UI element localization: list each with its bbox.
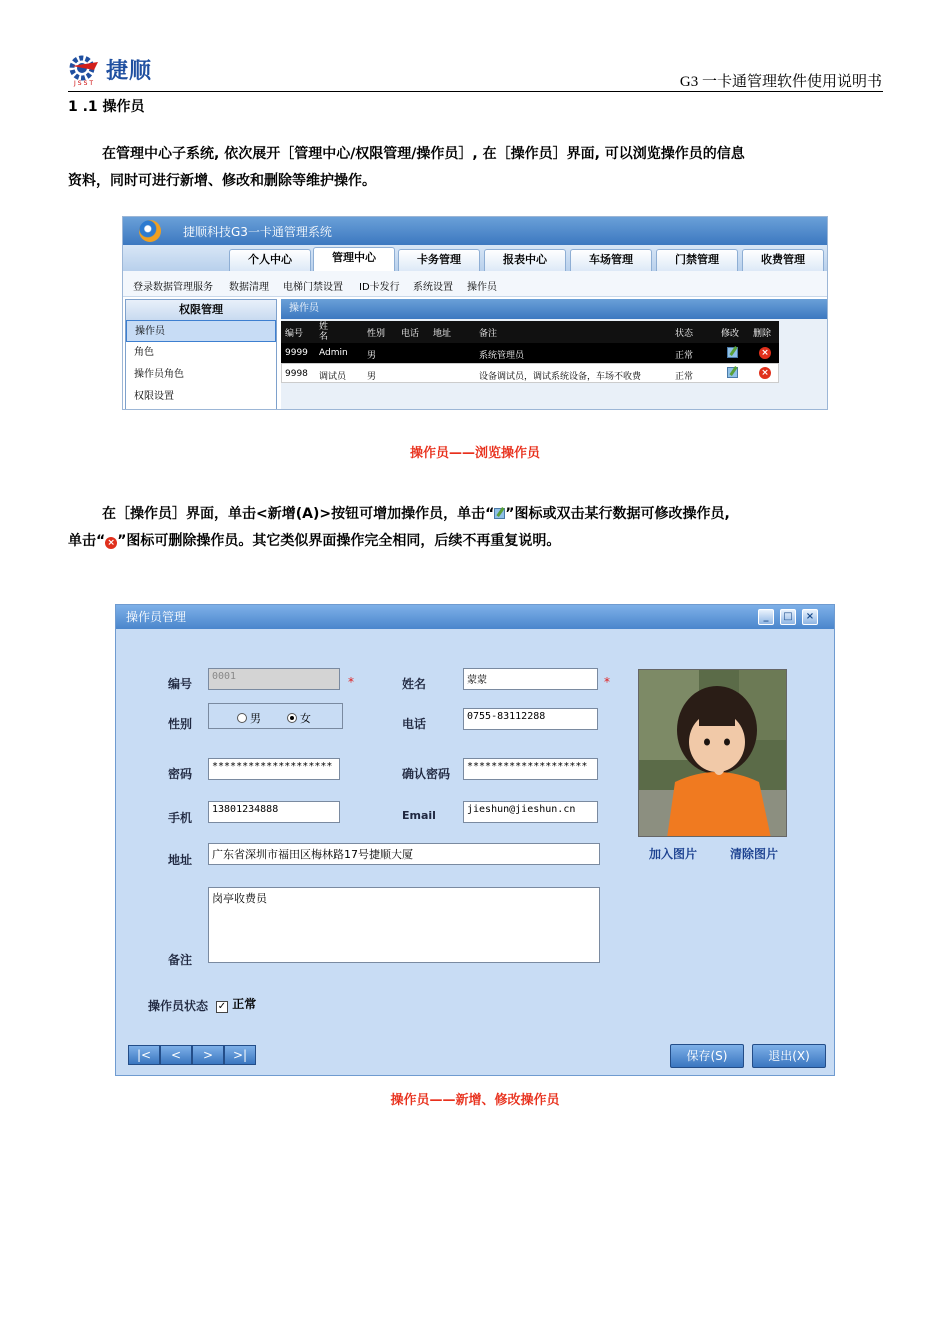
label-mobile: 手机 <box>168 811 193 825</box>
paragraph-2-line-1-a: 在［操作员］界面，单击<新增(A)>按钮可增加操作员，单击“ <box>102 506 495 522</box>
submenu-id-card-issue[interactable]: ID卡发行 <box>359 282 400 293</box>
label-sex: 性别 <box>168 717 193 731</box>
child-photo-image <box>639 670 787 837</box>
confirm-password-field[interactable]: ******************** <box>463 758 598 780</box>
next-record-button[interactable]: > <box>192 1045 224 1065</box>
col-delete: 删除 <box>753 329 772 339</box>
tab-parking-management[interactable]: 车场管理 <box>570 249 652 271</box>
tab-management-center[interactable]: 管理中心 <box>313 247 395 271</box>
cell-name: Admin <box>319 348 348 358</box>
cell-status: 正常 <box>675 351 694 361</box>
paragraph-2-line-2-b: ”图标可删除操作员。其它类似界面操作完全相同，后续不再重复说明。 <box>117 533 561 549</box>
edit-icon[interactable] <box>727 367 738 378</box>
last-record-button[interactable]: >| <box>224 1045 256 1065</box>
operator-browse-screenshot <box>122 216 828 410</box>
add-photo-link[interactable]: 加入图片 <box>649 847 698 861</box>
remark-textarea[interactable]: 岗亭收费员 <box>208 887 600 963</box>
maximize-icon[interactable]: □ <box>780 609 796 625</box>
minimize-icon[interactable]: _ <box>758 609 774 625</box>
tab-report-center[interactable]: 报表中心 <box>484 249 566 271</box>
section-title: 1 .1 操作员 <box>68 99 145 115</box>
submenu-elevator-access[interactable]: 电梯门禁设置 <box>283 282 343 293</box>
save-button[interactable]: 保存(S) <box>670 1044 744 1068</box>
paragraph-2-line-2 <box>68 528 883 555</box>
label-id: 编号 <box>168 677 193 691</box>
mobile-field[interactable]: 13801234888 <box>208 801 340 823</box>
cell-remark: 设备调试员，调试系统设备，车场不收费 <box>479 372 642 382</box>
label-password: 密码 <box>168 767 193 781</box>
header-rule <box>68 91 883 92</box>
cell-remark: 系统管理员 <box>479 351 525 361</box>
operator-edit-dialog <box>115 604 835 1076</box>
paragraph-2-line-1 <box>68 501 883 528</box>
table-row[interactable] <box>281 363 779 383</box>
phone-field[interactable]: 0755-83112288 <box>463 708 598 730</box>
cell-id: 9999 <box>285 348 308 358</box>
paragraph-2-line-2-a: 单击“ <box>68 533 106 549</box>
col-id: 编号 <box>285 329 304 339</box>
table-header-row <box>281 321 779 343</box>
paragraph-1-line-2: 资料，同时可进行新增、修改和删除等维护操作。 <box>68 173 376 189</box>
sidebar-item-permission-settings[interactable]: 权限设置 <box>134 391 174 402</box>
cell-status: 正常 <box>675 372 694 382</box>
sidebar-header: 权限管理 <box>126 300 276 320</box>
col-status: 状态 <box>675 329 694 339</box>
operator-photo <box>638 669 787 837</box>
tab-access-control[interactable]: 门禁管理 <box>656 249 738 271</box>
company-logo <box>68 52 168 90</box>
sidebar-item-operator[interactable]: 操作员 <box>126 320 276 342</box>
status-checkbox[interactable]: ✓ 正常 <box>217 997 257 1012</box>
col-name: 姓名 <box>319 322 329 342</box>
submenu-login-data-service[interactable]: 登录数据管理服务 <box>133 282 213 293</box>
panel-header: 操作员 <box>281 299 828 319</box>
tab-personal-center[interactable]: 个人中心 <box>229 249 311 271</box>
inline-delete-icon: × <box>105 537 117 549</box>
app-orb-icon <box>139 220 161 242</box>
app-titlebar <box>123 217 827 245</box>
password-field[interactable]: ******************** <box>208 758 340 780</box>
required-star: * <box>348 675 354 689</box>
tab-fee-management[interactable]: 收费管理 <box>742 249 824 271</box>
radio-male[interactable]: 男 <box>237 710 261 726</box>
clear-photo-link[interactable]: 清除图片 <box>730 847 779 861</box>
operator-table <box>281 321 779 383</box>
exit-button[interactable]: 退出(X) <box>752 1044 826 1068</box>
col-edit: 修改 <box>721 329 740 339</box>
cell-id: 9998 <box>285 369 308 379</box>
sidebar-item-role[interactable]: 角色 <box>134 347 154 358</box>
cell-name: 调试员 <box>319 372 347 382</box>
label-phone: 电话 <box>402 717 427 731</box>
dialog-title: 操作员管理 <box>126 610 187 624</box>
col-phone: 电话 <box>401 329 420 339</box>
document-title: G3 一卡通管理软件使用说明书 <box>679 74 882 90</box>
label-name: 姓名 <box>402 677 427 691</box>
address-field[interactable]: 广东省深圳市福田区梅林路17号捷顺大厦 <box>208 843 600 865</box>
label-confirm-password: 确认密码 <box>402 767 451 781</box>
sub-menu <box>123 271 827 297</box>
id-field[interactable]: 0001 <box>208 668 340 690</box>
label-operator-status: 操作员状态 <box>148 999 209 1013</box>
prev-record-button[interactable]: < <box>160 1045 192 1065</box>
email-field[interactable]: jieshun@jieshun.cn <box>463 801 598 823</box>
edit-icon[interactable] <box>727 347 738 358</box>
paragraph-1 <box>68 141 883 195</box>
logo-text: 捷顺 <box>106 59 153 84</box>
inline-edit-icon <box>494 508 505 519</box>
label-address: 地址 <box>168 853 193 867</box>
close-icon[interactable]: × <box>802 609 818 625</box>
submenu-data-cleanup[interactable]: 数据清理 <box>229 282 269 293</box>
main-tabs <box>123 245 827 271</box>
radio-female[interactable]: 女 <box>287 710 311 726</box>
delete-icon[interactable]: × <box>759 347 771 359</box>
col-remark: 备注 <box>479 329 498 339</box>
submenu-operator[interactable]: 操作员 <box>467 282 497 293</box>
label-remark: 备注 <box>168 953 193 967</box>
label-email: Email <box>402 809 436 822</box>
paragraph-1-line-1: 在管理中心子系统, 依次展开［管理中心/权限管理/操作员］, 在［操作员］界面, 可以浏览操作员的信息 <box>102 146 745 162</box>
paragraph-2-line-1-b: ”图标或双击某行数据可修改操作员, <box>505 506 730 522</box>
cell-sex: 男 <box>367 372 377 382</box>
caption-browse: 操作员——浏览操作员 <box>409 446 540 461</box>
app-title: 捷顺科技G3一卡通管理系统 <box>183 225 332 239</box>
col-address: 地址 <box>433 329 452 339</box>
operator-panel <box>281 299 828 410</box>
caption-edit: 操作员——新增、修改操作员 <box>390 1093 560 1108</box>
col-sex: 性别 <box>367 329 386 339</box>
paragraph-2 <box>68 501 883 555</box>
sex-radio-group <box>208 703 343 729</box>
delete-icon[interactable]: × <box>759 367 771 379</box>
first-record-button[interactable]: |< <box>128 1045 160 1065</box>
cell-sex: 男 <box>367 351 377 361</box>
logo-subtext: JSST <box>74 80 96 87</box>
table-row[interactable] <box>281 343 779 363</box>
name-field[interactable]: 蒙蒙 <box>463 668 598 690</box>
sidebar-item-operator-role[interactable]: 操作员角色 <box>134 369 184 380</box>
submenu-system-settings[interactable]: 系统设置 <box>413 282 453 293</box>
tab-card-management[interactable]: 卡务管理 <box>398 249 480 271</box>
permission-sidebar <box>125 299 277 410</box>
required-star: * <box>604 675 610 689</box>
dialog-titlebar <box>116 605 834 629</box>
